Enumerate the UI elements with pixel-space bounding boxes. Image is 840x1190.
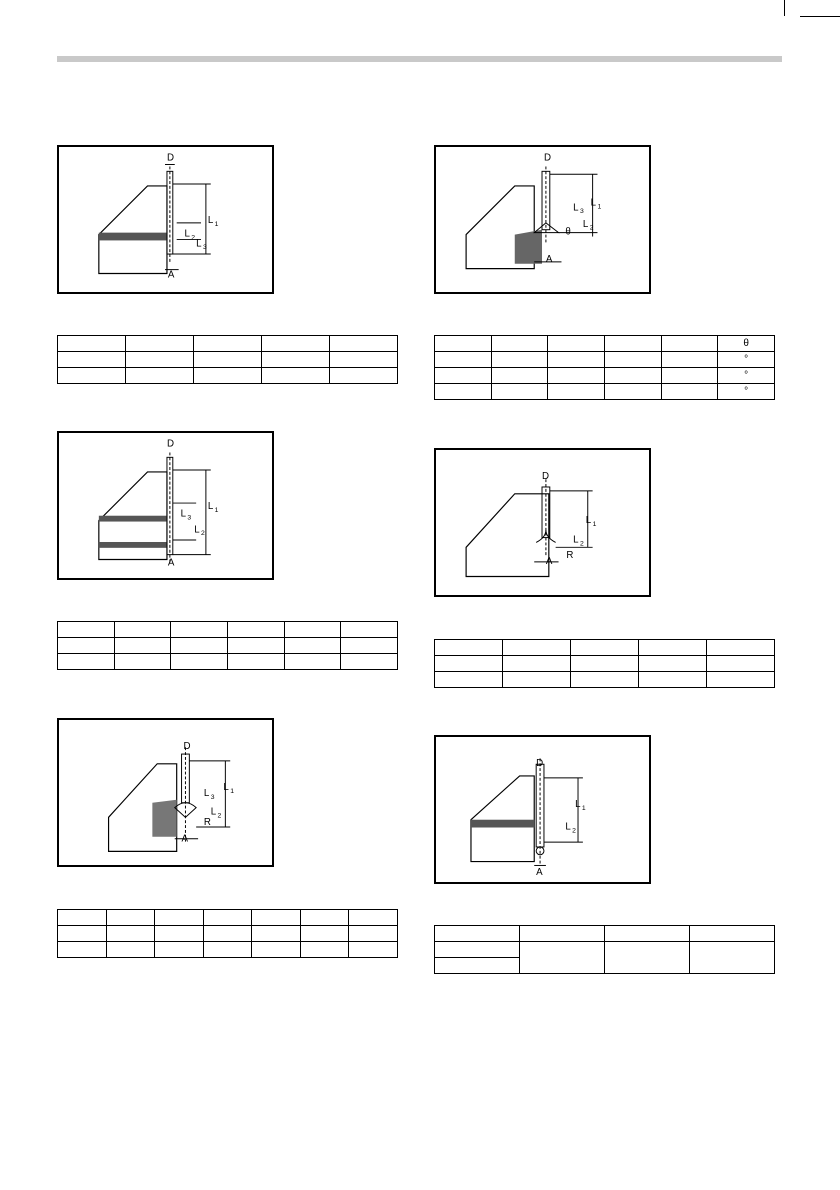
- fig2-label-l3: L: [573, 202, 579, 214]
- fig4-label-a: A: [545, 555, 553, 567]
- fig3-label-d: D: [166, 438, 174, 450]
- svg-text:1: 1: [597, 203, 602, 211]
- fig6-label-d: D: [536, 758, 544, 770]
- fig2-label-d: D: [543, 152, 551, 164]
- fig1-label-l1: L: [207, 214, 214, 226]
- svg-text:2: 2: [572, 827, 576, 835]
- fig2-label-a: A: [545, 253, 553, 265]
- svg-text:3: 3: [202, 244, 207, 252]
- fig4-label-l2: L: [573, 534, 579, 546]
- fig1-label-l2: L: [184, 228, 190, 240]
- fig5-label-l2: L: [210, 806, 217, 818]
- svg-text:3: 3: [210, 793, 215, 801]
- table-dovetail-bit: θ ° ° °: [434, 335, 775, 400]
- svg-text:2: 2: [589, 224, 594, 232]
- fig6-label-l1: L: [575, 799, 581, 811]
- fig5-label-l3: L: [203, 787, 210, 799]
- svg-text:2: 2: [217, 812, 222, 820]
- fig5-label-l1: L: [223, 782, 229, 794]
- svg-text:1: 1: [592, 520, 597, 528]
- fig4-label-r: R: [566, 550, 574, 562]
- fig1-label-l3: L: [196, 238, 202, 250]
- fig2-label-l2: L: [582, 218, 589, 230]
- fig5-label-r: R: [203, 817, 211, 829]
- fig3-label-l1: L: [207, 500, 214, 512]
- figure-guide-bit: [57, 431, 274, 580]
- fig3-label-l3: L: [180, 508, 186, 520]
- fig6-label-a: A: [536, 867, 543, 879]
- figure-dovetail-bit: [434, 145, 651, 294]
- svg-text:2: 2: [191, 234, 196, 242]
- fig4-label-l1: L: [585, 514, 592, 526]
- fig5-label-a: A: [181, 833, 189, 845]
- svg-text:1: 1: [230, 787, 234, 795]
- table-straight-bit: [57, 335, 398, 384]
- fig4-label-d: D: [542, 471, 550, 483]
- fig3-label-a: A: [167, 557, 175, 569]
- table-flush-trimming-bit: [434, 925, 775, 974]
- fig2-label-l1: L: [590, 197, 597, 209]
- crop-mark-top-right: [784, 0, 785, 16]
- figure-ogee-bit: [57, 718, 274, 867]
- svg-text:2: 2: [201, 530, 205, 538]
- figure-straight-bit: [57, 145, 274, 294]
- table-ogee-bit: [57, 909, 398, 958]
- table-corner-rounding-bit: [434, 639, 775, 688]
- fig5-label-d: D: [183, 741, 191, 753]
- fig1-label-d: D: [166, 152, 174, 164]
- fig6-label-l2: L: [565, 821, 571, 833]
- svg-text:1: 1: [581, 804, 586, 812]
- fig2-label-theta: θ: [565, 226, 571, 238]
- table-guide-bit: [57, 621, 398, 670]
- svg-text:3: 3: [187, 514, 192, 522]
- fig1-label-a: A: [167, 269, 175, 281]
- svg-text:2: 2: [579, 540, 584, 548]
- crop-mark-right: [800, 16, 840, 17]
- header-rule: [57, 56, 782, 62]
- svg-text:1: 1: [214, 506, 219, 514]
- figure-flush-trimming-bit: [434, 735, 651, 884]
- svg-text:1: 1: [214, 220, 219, 228]
- svg-text:3: 3: [579, 208, 584, 216]
- fig3-label-l2: L: [194, 524, 200, 536]
- figure-corner-rounding-bit: [434, 448, 651, 597]
